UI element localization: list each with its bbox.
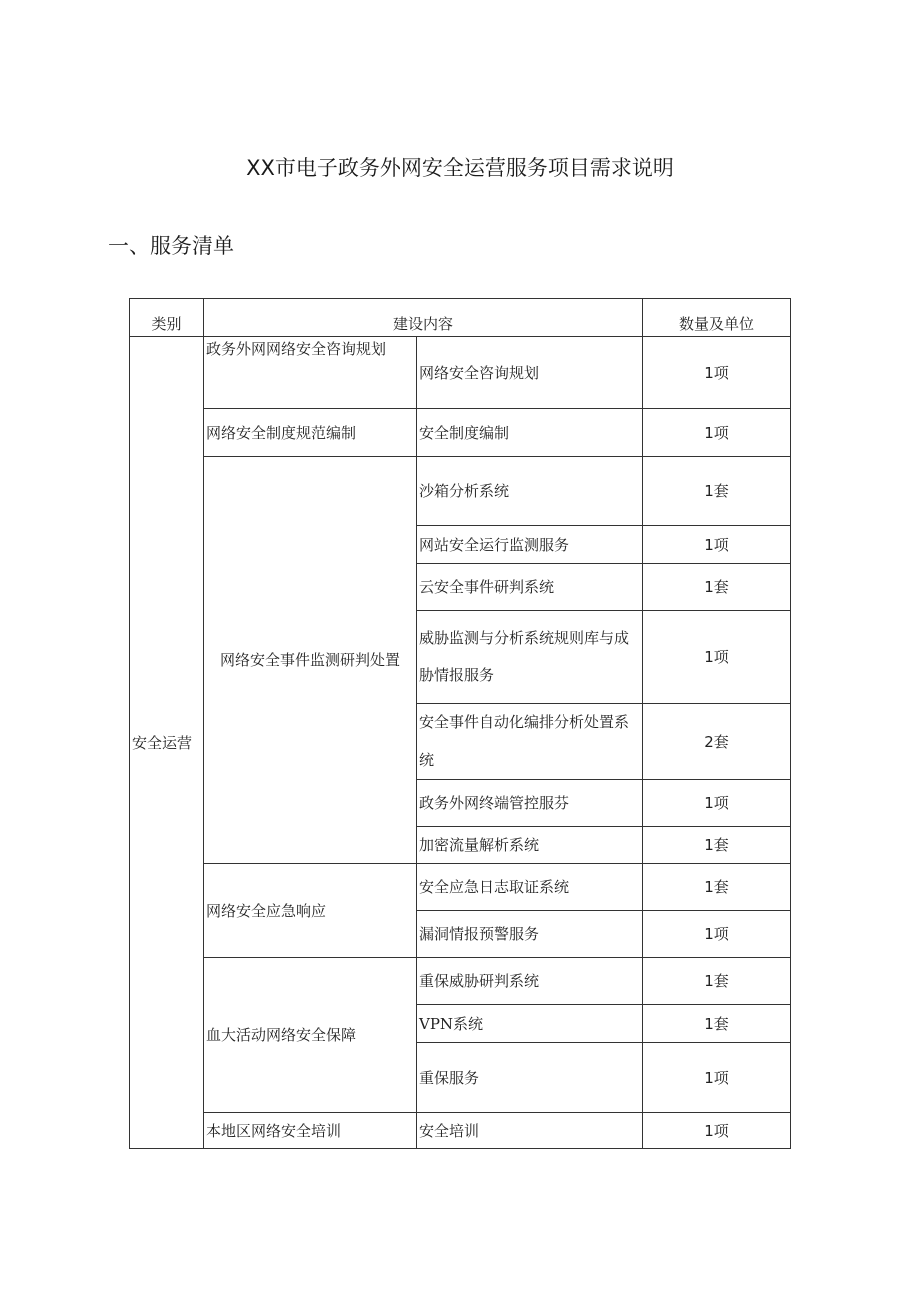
- item-quantity: 1项: [643, 409, 791, 457]
- table-row: [130, 409, 791, 457]
- group-name: 网络安全事件监测研判处置: [204, 457, 417, 864]
- header-category: 类别: [130, 299, 204, 337]
- item-name: 安全制度编制: [417, 409, 643, 457]
- item-name: 重保服务: [417, 1043, 643, 1113]
- header-quantity: 数量及单位: [643, 299, 791, 337]
- header-content: 建设内容: [204, 299, 643, 337]
- section-heading: 一、服务清单: [108, 234, 234, 258]
- service-list-table: [129, 298, 791, 1149]
- table-row: [130, 337, 791, 409]
- table-row: [130, 1113, 791, 1149]
- item-quantity: 1套: [643, 1005, 791, 1043]
- category-cell: 安全运营: [130, 337, 204, 1149]
- item-quantity: 1项: [643, 1043, 791, 1113]
- item-name: 重保威胁研判系统: [417, 958, 643, 1005]
- item-quantity: 1项: [643, 337, 791, 409]
- table-header-row: [130, 299, 791, 337]
- table-row: [130, 864, 791, 911]
- item-name: 加密流量解析系统: [417, 827, 643, 864]
- item-quantity: 1套: [643, 864, 791, 911]
- item-name: VPN系统: [417, 1005, 643, 1043]
- item-name: 威胁监测与分析系统规则库与成胁情报服务: [417, 611, 643, 704]
- item-name: 安全培训: [417, 1113, 643, 1149]
- table-row: [130, 457, 791, 526]
- item-name: 安全应急日志取证系统: [417, 864, 643, 911]
- item-quantity: 1项: [643, 526, 791, 564]
- item-name: 云安全事件研判系统: [417, 564, 643, 611]
- item-name: 漏洞情报预警服务: [417, 911, 643, 958]
- item-quantity: 1套: [643, 564, 791, 611]
- group-name: 网络安全制度规范编制: [204, 409, 417, 457]
- group-name: 本地区网络安全培训: [204, 1113, 417, 1149]
- item-quantity: 1项: [643, 1113, 791, 1149]
- item-quantity: 1项: [643, 911, 791, 958]
- item-quantity: 1项: [643, 780, 791, 827]
- group-name: 血大活动网络安全保障: [204, 958, 417, 1113]
- item-quantity: 1套: [643, 958, 791, 1005]
- item-quantity: 2套: [643, 704, 791, 780]
- item-quantity: 1套: [643, 827, 791, 864]
- group-name: 政务外网网络安全咨询规划: [204, 337, 417, 409]
- item-quantity: 1套: [643, 457, 791, 526]
- item-quantity: 1项: [643, 611, 791, 704]
- document-title: XX市电子政务外网安全运营服务项目需求说明: [246, 156, 674, 180]
- item-name: 安全事件自动化编排分析处置系统: [417, 704, 643, 780]
- item-name: 网站安全运行监测服务: [417, 526, 643, 564]
- table-row: [130, 958, 791, 1005]
- group-name: 网络安全应急响应: [204, 864, 417, 958]
- item-name: 网络安全咨询规划: [417, 337, 643, 409]
- item-name: 政务外网终端管控服芬: [417, 780, 643, 827]
- item-name: 沙箱分析系统: [417, 457, 643, 526]
